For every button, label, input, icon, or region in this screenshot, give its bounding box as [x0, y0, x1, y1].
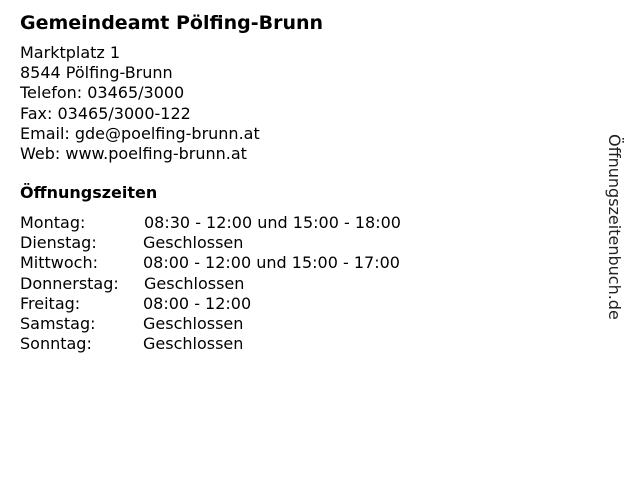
day-label: Freitag: — [20, 293, 81, 313]
street-line: Marktplatz 1 — [20, 43, 121, 62]
hours-row-thursday — [20, 274, 460, 294]
hours-row-saturday — [20, 314, 460, 334]
time-value: Geschlossen — [143, 233, 244, 253]
hours-row-monday — [20, 213, 460, 233]
office-title: Gemeindeamt Pölfing-Brunn — [20, 12, 324, 34]
time-value: 08:30 - 12:00 und 15:00 - 18:00 — [144, 213, 401, 232]
time-value: Geschlossen — [143, 313, 244, 333]
hours-row-sunday — [20, 334, 460, 354]
day-label: Montag: — [20, 213, 86, 232]
time-value: Geschlossen — [144, 273, 245, 293]
day-label: Dienstag: — [20, 233, 97, 253]
time-value: Geschlossen — [143, 334, 244, 354]
email-line: Email: gde@poelfing-brunn.at — [20, 123, 260, 143]
time-value: 08:00 - 12:00 und 15:00 - 17:00 — [143, 253, 400, 273]
watermark-site-name: Öffnungszeitenbuch.de — [605, 134, 624, 320]
day-label: Samstag: — [20, 313, 96, 333]
day-label: Donnerstag: — [20, 273, 119, 293]
time-value: 08:00 - 12:00 — [143, 293, 252, 313]
web-line: Web: www.poelfing-brunn.at — [20, 143, 247, 163]
address-block — [20, 43, 260, 164]
day-label: Sonntag: — [20, 334, 92, 354]
phone-line: Telefon: 03465/3000 — [20, 83, 185, 103]
city-line: 8544 Pölfing-Brunn — [20, 63, 173, 83]
day-label: Mittwoch: — [20, 253, 98, 273]
fax-line: Fax: 03465/3000-122 — [20, 103, 191, 123]
hours-row-wednesday — [20, 253, 460, 273]
hours-heading: Öffnungszeiten — [20, 183, 158, 202]
hours-list — [20, 213, 460, 354]
hours-row-tuesday — [20, 233, 460, 253]
hours-row-friday — [20, 294, 460, 314]
